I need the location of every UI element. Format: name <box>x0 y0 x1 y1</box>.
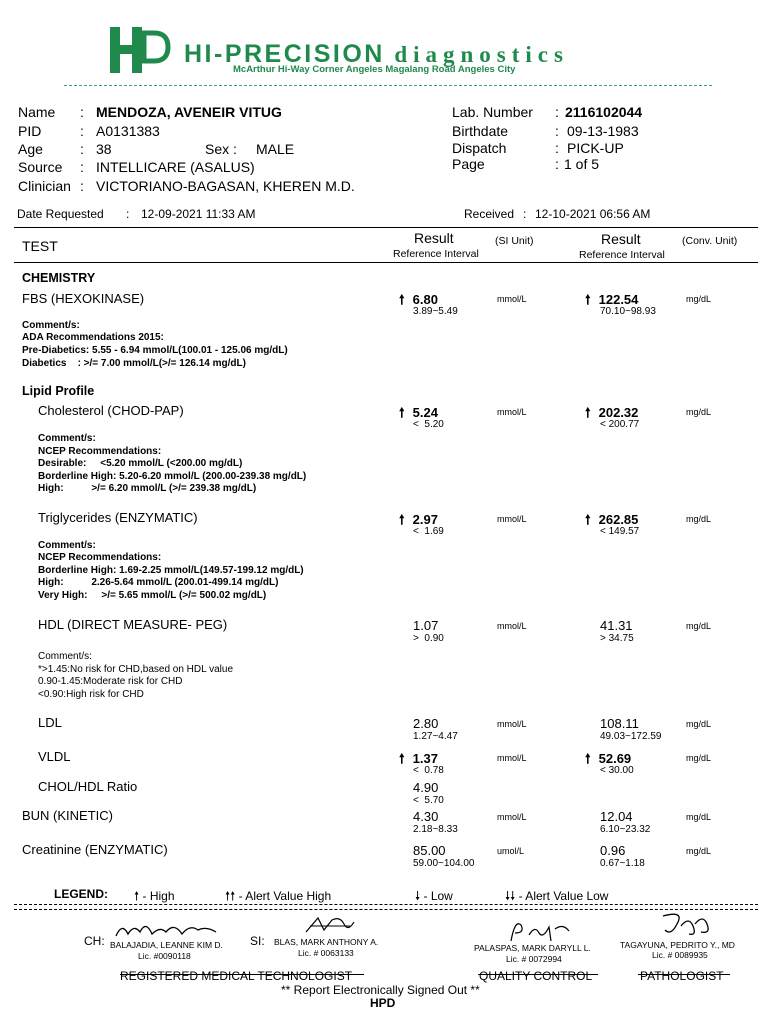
arrow-down-icon: 🠗 <box>415 889 421 903</box>
patient-sex: MALE <box>256 141 295 157</box>
si-ref: 59.00~104.00 <box>413 858 475 869</box>
date-requested-label: Date Requested <box>17 207 104 221</box>
footer-code: HPD <box>370 996 396 1010</box>
arrow-up-icon: 🠕 <box>399 292 405 307</box>
received-label: Received <box>464 207 515 221</box>
test-name: BUN (KINETIC) <box>22 808 113 823</box>
patient-source: INTELLICARE (ASALUS) <box>96 159 255 175</box>
ch-name: BALAJADIA, LEANNE KIM D. <box>110 940 223 950</box>
conv-ref: < 30.00 <box>600 765 634 776</box>
si-ref: > 0.90 <box>413 633 444 644</box>
si-prefix: SI: <box>250 934 265 948</box>
pid-label: PID <box>18 123 42 139</box>
conv-result: 262.85 <box>598 512 639 527</box>
name-label: Name <box>18 104 56 120</box>
conv-ref: 0.67~1.18 <box>600 858 645 869</box>
qc-name: PALASPAS, MARK DARYLL L. <box>474 943 591 953</box>
arrow-up-icon: 🠕 <box>585 292 591 307</box>
qc-license: Lic. # 0072994 <box>506 954 562 964</box>
si-ref: < 5.20 <box>413 419 444 430</box>
conv-unit: mg/dL <box>686 719 712 729</box>
si-unit: mmol/L <box>497 407 527 417</box>
page-number: 1 of 5 <box>564 156 600 172</box>
birthdate: 09-13-1983 <box>567 123 639 139</box>
arrow-up-icon: 🠕 <box>134 889 140 903</box>
lab-number: 2116102044 <box>565 104 643 120</box>
si-result: 1.37 <box>412 751 438 766</box>
si-unit: mmol/L <box>497 621 527 631</box>
conv-ref: 49.03~172.59 <box>600 731 662 742</box>
dispatch: PICK-UP <box>567 140 624 156</box>
conv-result: 0.96 <box>600 843 626 858</box>
test-name: Creatinine (ENZYMATIC) <box>22 842 168 857</box>
ch-license: Lic. #0090118 <box>138 951 191 961</box>
patient-name: MENDOZA, AVENEIR VITUG <box>96 104 282 120</box>
si-unit: mmol/L <box>497 294 527 304</box>
arrow-up-icon: 🠕 <box>585 405 591 420</box>
legend-label: LEGEND: <box>54 887 108 901</box>
column-conv-unit: (Conv. Unit) <box>682 235 738 247</box>
arrow-up-icon: 🠕 <box>399 512 405 527</box>
pathologist-name: TAGAYUNA, PEDRITO Y., MD <box>620 940 735 950</box>
si-ref: 3.89~5.49 <box>413 306 458 317</box>
sex-label: Sex : <box>205 141 237 157</box>
table-header-bottom-rule <box>14 262 758 263</box>
lab-name: HI-PRECISION diagnostics <box>184 40 569 68</box>
clinician-label: Clinician <box>18 178 71 194</box>
si-result: 4.30 <box>413 809 439 824</box>
column-si-unit: (SI Unit) <box>495 235 534 247</box>
table-header-top-rule <box>14 227 758 228</box>
date-received: 12-10-2021 06:56 AM <box>535 207 651 221</box>
si-unit: mmol/L <box>497 719 527 729</box>
test-name: LDL <box>38 715 62 730</box>
signed-out-note: ** Report Electronically Signed Out ** <box>281 983 480 997</box>
conv-ref: 70.10~98.93 <box>600 306 656 317</box>
double-arrow-up-icon: 🠕🠕 <box>225 889 236 903</box>
arrow-up-icon: 🠕 <box>399 405 405 420</box>
conv-ref: < 200.77 <box>600 419 640 430</box>
signature-rule <box>478 974 598 975</box>
column-conv-result: Result <box>601 231 641 247</box>
conv-result: 202.32 <box>598 405 639 420</box>
conv-result: 108.11 <box>600 716 639 731</box>
birthdate-label: Birthdate <box>452 123 509 139</box>
conv-ref: > 34.75 <box>600 633 634 644</box>
si-unit: mmol/L <box>497 514 527 524</box>
si-ref: < 0.78 <box>413 765 444 776</box>
signature-rule <box>638 974 730 975</box>
signature-si-icon <box>300 912 360 938</box>
role-rmt: REGISTERED MEDICAL TECHNOLOGIST <box>120 969 353 983</box>
conv-unit: mg/dL <box>686 294 712 304</box>
si-result: 5.24 <box>412 405 438 420</box>
signature-qc-icon <box>505 915 575 945</box>
section-lipid-profile: Lipid Profile <box>22 384 95 398</box>
si-unit: umol/L <box>497 846 525 856</box>
test-name: Cholesterol (CHOD-PAP) <box>38 403 184 418</box>
column-conv-ref: Reference Interval <box>579 249 665 261</box>
si-result: 85.00 <box>413 843 446 858</box>
conv-unit: mg/dL <box>686 514 712 524</box>
arrow-up-icon: 🠕 <box>399 751 405 766</box>
ch-prefix: CH: <box>84 934 105 948</box>
si-ref: 2.18~8.33 <box>413 824 458 835</box>
si-result: 6.80 <box>412 292 438 307</box>
si-license: Lic. # 0063133 <box>298 948 354 958</box>
test-name: Triglycerides (ENZYMATIC) <box>38 510 198 525</box>
lab-number-label: Lab. Number <box>452 104 533 120</box>
conv-result: 41.31 <box>600 618 633 633</box>
si-name: BLAS, MARK ANTHONY A. <box>274 937 379 947</box>
double-arrow-down-icon: 🠗🠗 <box>505 889 516 903</box>
dispatch-label: Dispatch <box>452 140 507 156</box>
patient-clinician: VICTORIANO-BAGASAN, KHEREN M.D. <box>96 178 355 194</box>
si-result: 4.90 <box>413 780 439 795</box>
role-qc: QUALITY CONTROL <box>479 969 593 983</box>
footer-divider <box>14 904 758 905</box>
section-chemistry: CHEMISTRY <box>22 271 96 285</box>
si-unit: mmol/L <box>497 753 527 763</box>
lab-address: McArthur Hi-Way Corner Angeles Magalang Road Angeles City <box>233 64 516 75</box>
signature-pathologist-icon <box>655 910 715 942</box>
si-result: 2.97 <box>412 512 438 527</box>
si-unit: mmol/L <box>497 812 527 822</box>
test-name: CHOL/HDL Ratio <box>38 779 138 794</box>
si-ref: 1.27~4.47 <box>413 731 458 742</box>
hd-logo-icon <box>110 27 172 73</box>
test-name: HDL (DIRECT MEASURE- PEG) <box>38 617 228 632</box>
conv-unit: mg/dL <box>686 621 712 631</box>
arrow-up-icon: 🠕 <box>585 751 591 766</box>
si-ref: < 5.70 <box>413 795 444 806</box>
age-label: Age <box>18 141 43 157</box>
conv-result: 52.69 <box>598 751 632 766</box>
footer-divider <box>14 909 758 910</box>
si-result: 2.80 <box>413 716 439 731</box>
column-si-ref: Reference Interval <box>393 248 479 260</box>
conv-ref: 6.10~23.32 <box>600 824 651 835</box>
conv-ref: < 149.57 <box>600 526 640 537</box>
conv-result: 12.04 <box>600 809 633 824</box>
conv-unit: mg/dL <box>686 846 712 856</box>
patient-age: 38 <box>96 141 112 157</box>
column-si-result: Result <box>414 230 454 246</box>
page-label: Page <box>452 156 485 172</box>
test-name: VLDL <box>38 749 71 764</box>
conv-result: 122.54 <box>598 292 639 307</box>
header-divider <box>64 85 712 86</box>
source-label: Source <box>18 159 63 175</box>
conv-unit: mg/dL <box>686 407 712 417</box>
pathologist-license: Lic. # 0089935 <box>652 950 708 960</box>
si-ref: < 1.69 <box>413 526 444 537</box>
date-requested: 12-09-2021 11:33 AM <box>141 207 256 221</box>
arrow-up-icon: 🠕 <box>585 512 591 527</box>
conv-unit: mg/dL <box>686 753 712 763</box>
role-pathologist: PATHOLOGIST <box>640 969 724 983</box>
patient-pid: A0131383 <box>96 123 160 139</box>
si-result: 1.07 <box>413 618 439 633</box>
conv-unit: mg/dL <box>686 812 712 822</box>
test-name: FBS (HEXOKINASE) <box>22 291 145 306</box>
column-test: TEST <box>22 238 58 254</box>
signature-rule <box>120 974 364 975</box>
